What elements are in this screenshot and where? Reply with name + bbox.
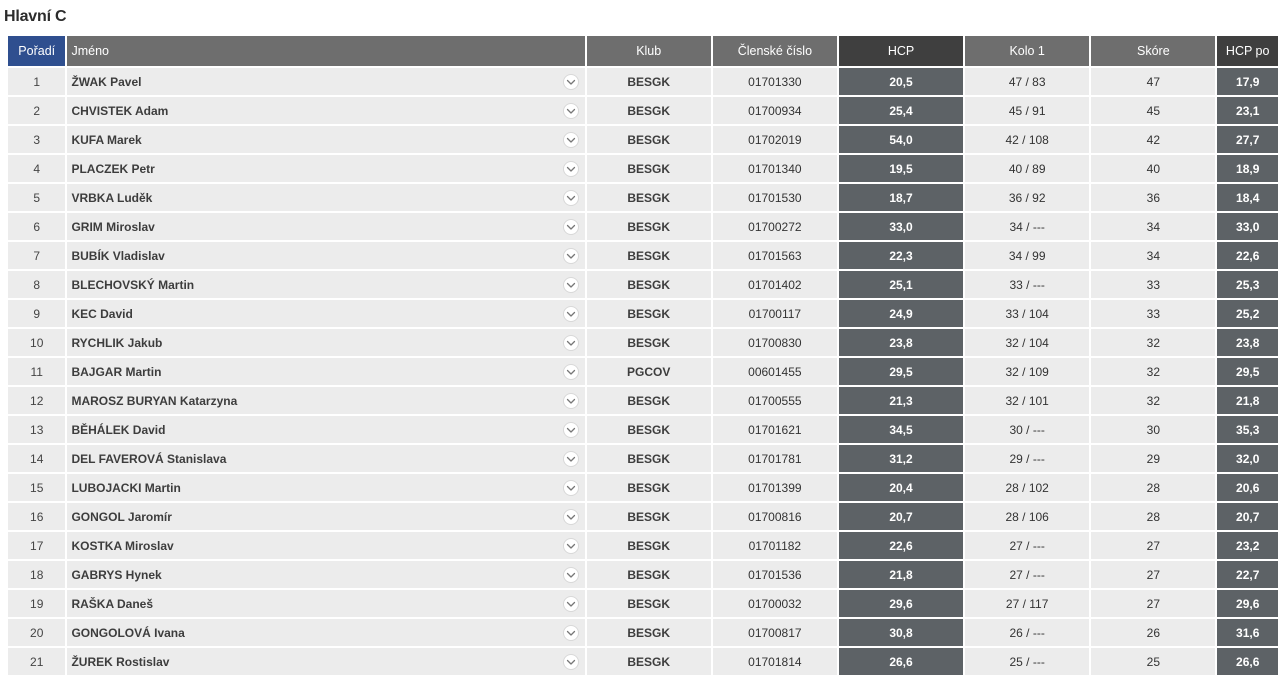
cell-position: 17 [8,532,65,561]
player-name: LUBOJACKI Martin [71,480,181,495]
cell-position: 1 [8,68,65,97]
cell-hcp-after: 27,7 [1217,126,1278,155]
table-row [8,300,1278,329]
cell-position: 12 [8,387,65,416]
cell-club: BESGK [587,648,711,677]
cell-round-1: 27 / --- [965,532,1089,561]
cell-club: BESGK [587,561,711,590]
chevron-down-icon[interactable] [563,190,579,206]
chevron-down-icon[interactable] [563,451,579,467]
cell-hcp-after: 25,2 [1217,300,1278,329]
player-name: GABRYS Hynek [71,567,162,582]
cell-member-number: 01701530 [713,184,837,213]
cell-hcp-after: 18,4 [1217,184,1278,213]
cell-name [67,97,584,126]
cell-round-1: 30 / --- [965,416,1089,445]
cell-club: BESGK [587,213,711,242]
cell-hcp-after: 32,0 [1217,445,1278,474]
cell-hcp: 22,3 [839,242,963,271]
player-name: BĚHÁLEK David [71,422,166,437]
cell-hcp: 33,0 [839,213,963,242]
cell-name [67,68,584,97]
cell-hcp: 31,2 [839,445,963,474]
chevron-down-icon[interactable] [563,625,579,641]
chevron-down-icon[interactable] [563,161,579,177]
cell-member-number: 01700272 [713,213,837,242]
table-row [8,561,1278,590]
cell-hcp-after: 25,3 [1217,271,1278,300]
chevron-down-icon[interactable] [563,248,579,264]
chevron-down-icon[interactable] [563,538,579,554]
cell-name [67,271,584,300]
cell-score: 42 [1091,126,1215,155]
cell-round-1: 47 / 83 [965,68,1089,97]
table-row [8,213,1278,242]
cell-club: BESGK [587,532,711,561]
cell-name [67,503,584,532]
table-row [8,155,1278,184]
cell-hcp-after: 22,7 [1217,561,1278,590]
cell-score: 33 [1091,300,1215,329]
cell-position: 11 [8,358,65,387]
chevron-down-icon[interactable] [563,654,579,670]
table-row [8,387,1278,416]
cell-hcp-after: 31,6 [1217,619,1278,648]
player-name: GONGOL Jaromír [71,509,172,524]
cell-name [67,619,584,648]
cell-score: 30 [1091,416,1215,445]
cell-score: 34 [1091,242,1215,271]
cell-club: BESGK [587,184,711,213]
cell-member-number: 01702019 [713,126,837,155]
header-row [8,36,1278,68]
cell-score: 34 [1091,213,1215,242]
cell-position: 2 [8,97,65,126]
player-name: VRBKA Luděk [71,190,153,205]
cell-name [67,590,584,619]
cell-score: 28 [1091,474,1215,503]
cell-position: 14 [8,445,65,474]
cell-member-number: 01700817 [713,619,837,648]
header-score[interactable]: Skóre [1091,36,1215,68]
cell-round-1: 42 / 108 [965,126,1089,155]
cell-score: 25 [1091,648,1215,677]
cell-score: 32 [1091,358,1215,387]
cell-hcp-after: 35,3 [1217,416,1278,445]
cell-hcp: 25,1 [839,271,963,300]
cell-score: 28 [1091,503,1215,532]
cell-member-number: 01701781 [713,445,837,474]
cell-position: 3 [8,126,65,155]
table-row [8,242,1278,271]
cell-name [67,416,584,445]
cell-position: 15 [8,474,65,503]
cell-hcp-after: 23,1 [1217,97,1278,126]
chevron-down-icon[interactable] [563,364,579,380]
table-header [8,36,1278,68]
cell-round-1: 45 / 91 [965,97,1089,126]
cell-club: BESGK [587,68,711,97]
chevron-down-icon[interactable] [563,480,579,496]
table-row [8,329,1278,358]
cell-position: 20 [8,619,65,648]
cell-score: 45 [1091,97,1215,126]
cell-hcp-after: 29,5 [1217,358,1278,387]
cell-club: BESGK [587,242,711,271]
header-hcp[interactable]: HCP [839,36,963,68]
table-row [8,68,1278,97]
table-row [8,590,1278,619]
cell-score: 40 [1091,155,1215,184]
cell-hcp: 20,4 [839,474,963,503]
cell-round-1: 32 / 101 [965,387,1089,416]
cell-hcp-after: 21,8 [1217,387,1278,416]
cell-hcp: 21,8 [839,561,963,590]
header-club[interactable]: Klub [587,36,711,68]
cell-round-1: 34 / --- [965,213,1089,242]
cell-score: 32 [1091,329,1215,358]
player-name: RYCHLIK Jakub [71,335,163,350]
cell-score: 29 [1091,445,1215,474]
cell-club: PGCOV [587,358,711,387]
cell-score: 27 [1091,561,1215,590]
cell-name [67,561,584,590]
cell-round-1: 28 / 102 [965,474,1089,503]
cell-club: BESGK [587,300,711,329]
chevron-down-icon[interactable] [563,74,579,90]
cell-hcp: 54,0 [839,126,963,155]
cell-round-1: 27 / --- [965,561,1089,590]
header-position[interactable]: Pořadí [8,36,65,68]
cell-name [67,300,584,329]
cell-member-number: 01701330 [713,68,837,97]
cell-club: BESGK [587,155,711,184]
cell-score: 26 [1091,619,1215,648]
player-name: KOSTKA Miroslav [71,538,174,553]
cell-hcp: 30,8 [839,619,963,648]
cell-member-number: 01701399 [713,474,837,503]
cell-hcp-after: 29,6 [1217,590,1278,619]
table-row [8,358,1278,387]
cell-club: BESGK [587,329,711,358]
cell-hcp: 20,7 [839,503,963,532]
cell-member-number: 01700816 [713,503,837,532]
chevron-down-icon[interactable] [563,103,579,119]
cell-position: 16 [8,503,65,532]
cell-member-number: 01700555 [713,387,837,416]
player-name: KEC David [71,306,133,321]
cell-round-1: 33 / --- [965,271,1089,300]
cell-score: 36 [1091,184,1215,213]
cell-club: BESGK [587,387,711,416]
cell-member-number: 01701402 [713,271,837,300]
cell-name [67,184,584,213]
player-name: GRIM Miroslav [71,219,155,234]
chevron-down-icon[interactable] [563,567,579,583]
cell-score: 47 [1091,68,1215,97]
chevron-down-icon[interactable] [563,277,579,293]
chevron-down-icon[interactable] [563,335,579,351]
cell-member-number: 01700117 [713,300,837,329]
cell-position: 9 [8,300,65,329]
player-name: PLACZEK Petr [71,161,155,176]
table-row [8,474,1278,503]
chevron-down-icon[interactable] [563,219,579,235]
table-row [8,416,1278,445]
cell-club: BESGK [587,619,711,648]
table-row [8,97,1278,126]
cell-member-number: 01700830 [713,329,837,358]
cell-round-1: 32 / 104 [965,329,1089,358]
cell-hcp-after: 20,6 [1217,474,1278,503]
cell-position: 21 [8,648,65,677]
cell-position: 5 [8,184,65,213]
cell-hcp-after: 20,7 [1217,503,1278,532]
cell-member-number: 01701340 [713,155,837,184]
cell-hcp-after: 22,6 [1217,242,1278,271]
cell-hcp: 20,5 [839,68,963,97]
player-name: BUBÍK Vladislav [71,248,165,263]
cell-position: 13 [8,416,65,445]
cell-round-1: 29 / --- [965,445,1089,474]
header-member-number[interactable]: Členské číslo [713,36,837,68]
header-name[interactable]: Jméno [67,36,584,68]
chevron-down-icon[interactable] [563,509,579,525]
cell-round-1: 27 / 117 [965,590,1089,619]
cell-hcp: 29,6 [839,590,963,619]
cell-hcp-after: 23,8 [1217,329,1278,358]
cell-hcp: 25,4 [839,97,963,126]
table-row [8,648,1278,677]
player-name: ŽWAK Pavel [71,74,142,89]
cell-hcp-after: 26,6 [1217,648,1278,677]
chevron-down-icon[interactable] [563,132,579,148]
chevron-down-icon[interactable] [563,596,579,612]
cell-position: 8 [8,271,65,300]
player-name: BLECHOVSKÝ Martin [71,277,195,292]
header-hcp-after[interactable]: HCP po [1217,36,1278,68]
cell-position: 6 [8,213,65,242]
cell-club: BESGK [587,97,711,126]
cell-hcp: 24,9 [839,300,963,329]
cell-score: 27 [1091,532,1215,561]
cell-round-1: 34 / 99 [965,242,1089,271]
cell-hcp: 26,6 [839,648,963,677]
cell-round-1: 25 / --- [965,648,1089,677]
player-name: CHVISTEK Adam [71,103,169,118]
results-table [6,36,1280,677]
cell-club: BESGK [587,126,711,155]
table-row [8,445,1278,474]
cell-name [67,358,584,387]
page-title: Hlavní C [4,8,67,25]
cell-name [67,242,584,271]
cell-hcp: 21,3 [839,387,963,416]
cell-member-number: 01701182 [713,532,837,561]
cell-position: 19 [8,590,65,619]
cell-member-number: 01701536 [713,561,837,590]
cell-club: BESGK [587,445,711,474]
cell-hcp: 18,7 [839,184,963,213]
cell-position: 10 [8,329,65,358]
table-row [8,503,1278,532]
cell-round-1: 33 / 104 [965,300,1089,329]
cell-club: BESGK [587,590,711,619]
cell-round-1: 32 / 109 [965,358,1089,387]
cell-hcp-after: 23,2 [1217,532,1278,561]
cell-position: 18 [8,561,65,590]
cell-hcp: 29,5 [839,358,963,387]
cell-hcp: 23,8 [839,329,963,358]
cell-member-number: 01701621 [713,416,837,445]
cell-hcp: 34,5 [839,416,963,445]
cell-member-number: 01701563 [713,242,837,271]
cell-member-number: 00601455 [713,358,837,387]
cell-club: BESGK [587,416,711,445]
cell-club: BESGK [587,503,711,532]
cell-name [67,445,584,474]
player-name: ŽUREK Rostislav [71,654,170,669]
cell-club: BESGK [587,271,711,300]
cell-name [67,532,584,561]
header-round-1[interactable]: Kolo 1 [965,36,1089,68]
player-name: DEL FAVEROVÁ Stanislava [71,451,227,466]
cell-score: 33 [1091,271,1215,300]
cell-hcp-after: 33,0 [1217,213,1278,242]
cell-name [67,155,584,184]
cell-hcp: 22,6 [839,532,963,561]
cell-round-1: 40 / 89 [965,155,1089,184]
cell-hcp: 19,5 [839,155,963,184]
cell-member-number: 01700032 [713,590,837,619]
cell-hcp-after: 18,9 [1217,155,1278,184]
table-body [8,68,1278,677]
player-name: KUFA Marek [71,132,142,147]
table-row [8,184,1278,213]
cell-position: 4 [8,155,65,184]
cell-position: 7 [8,242,65,271]
table-row [8,532,1278,561]
player-name: RAŠKA Daneš [71,596,154,611]
cell-round-1: 26 / --- [965,619,1089,648]
cell-score: 32 [1091,387,1215,416]
cell-member-number: 01700934 [713,97,837,126]
cell-score: 27 [1091,590,1215,619]
player-name: MAROSZ BURYAN Katarzyna [71,393,238,408]
cell-name [67,126,584,155]
cell-hcp-after: 17,9 [1217,68,1278,97]
table-row [8,619,1278,648]
cell-name [67,648,584,677]
cell-name [67,329,584,358]
cell-name [67,213,584,242]
cell-name [67,474,584,503]
chevron-down-icon[interactable] [563,393,579,409]
cell-name [67,387,584,416]
cell-club: BESGK [587,474,711,503]
chevron-down-icon[interactable] [563,306,579,322]
chevron-down-icon[interactable] [563,422,579,438]
table-row [8,126,1278,155]
player-name: BAJGAR Martin [71,364,162,379]
cell-round-1: 36 / 92 [965,184,1089,213]
cell-round-1: 28 / 106 [965,503,1089,532]
cell-member-number: 01701814 [713,648,837,677]
player-name: GONGOLOVÁ Ivana [71,625,185,640]
table-row [8,271,1278,300]
